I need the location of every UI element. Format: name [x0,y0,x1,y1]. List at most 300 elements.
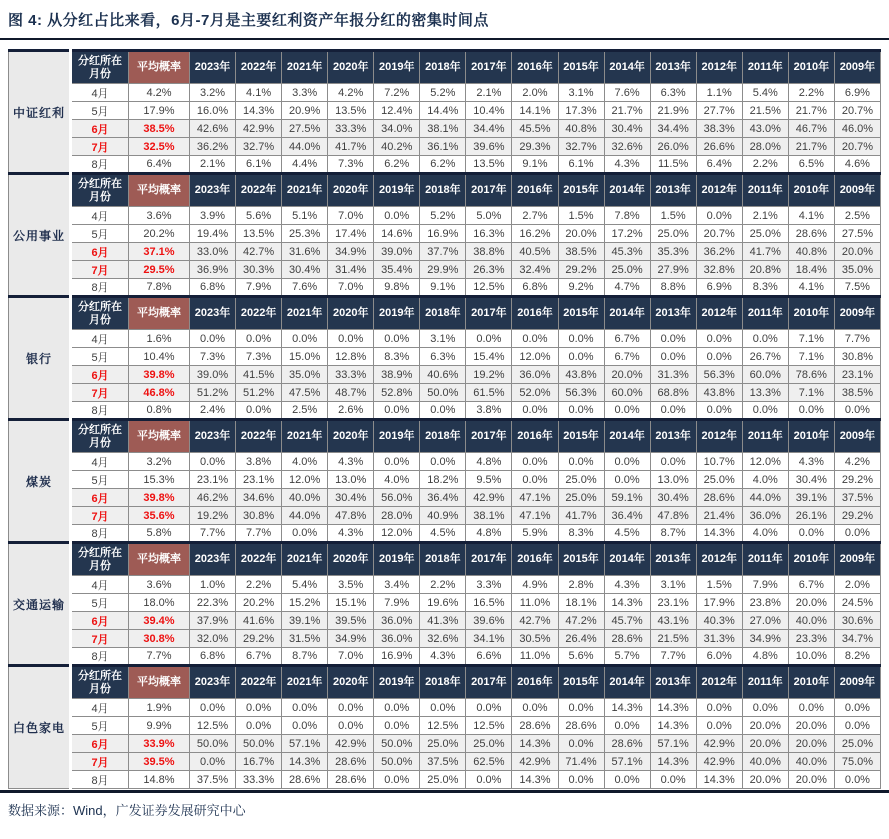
year-header-cell: 2017年 [466,174,512,207]
value-cell: 30.4% [650,489,696,507]
value-cell: 3.1% [558,84,604,102]
value-cell: 50.0% [374,735,420,753]
value-cell: 42.9% [466,489,512,507]
year-header-cell: 2015年 [558,174,604,207]
value-cell: 13.5% [466,156,512,174]
value-cell: 36.4% [420,489,466,507]
value-cell: 75.0% [834,753,880,771]
value-cell: 14.3% [696,525,742,543]
table-row [9,612,881,630]
value-cell: 8.3% [374,348,420,366]
value-cell: 32.4% [512,261,558,279]
value-cell: 29.3% [512,138,558,156]
table-row [9,279,881,297]
month-cell: 7月 [71,138,129,156]
value-cell: 19.2% [466,366,512,384]
avg-probability-cell: 39.5% [129,753,190,771]
table-row [9,348,881,366]
value-cell: 14.3% [604,594,650,612]
value-cell: 15.1% [328,594,374,612]
value-cell: 0.0% [742,699,788,717]
value-cell: 0.0% [282,525,328,543]
value-cell: 34.1% [466,630,512,648]
year-header-cell: 2009年 [834,420,880,453]
value-cell: 27.0% [742,612,788,630]
value-cell: 4.2% [328,84,374,102]
value-cell: 14.3% [604,699,650,717]
value-cell: 0.0% [420,699,466,717]
value-cell: 28.0% [742,138,788,156]
year-header-cell: 2010年 [788,543,834,576]
avg-probability-header: 平均概率 [129,174,190,207]
value-cell: 0.0% [466,771,512,789]
value-cell: 16.3% [466,225,512,243]
value-cell: 40.0% [788,612,834,630]
value-cell: 7.1% [788,330,834,348]
value-cell: 11.0% [512,648,558,666]
value-cell: 25.0% [420,735,466,753]
value-cell: 44.0% [282,507,328,525]
table-row [9,207,881,225]
value-cell: 2.1% [190,156,236,174]
value-cell: 40.5% [512,243,558,261]
year-header-cell: 2020年 [328,420,374,453]
value-cell: 40.0% [742,753,788,771]
value-cell: 0.0% [604,471,650,489]
year-header-cell: 2014年 [604,666,650,699]
year-header-cell: 2023年 [190,666,236,699]
sector-label: 公用事业 [9,174,71,297]
value-cell: 42.9% [696,735,742,753]
value-cell: 33.3% [328,120,374,138]
value-cell: 56.3% [696,366,742,384]
avg-probability-cell: 38.5% [129,120,190,138]
year-header-cell: 2014年 [604,543,650,576]
value-cell: 4.8% [466,453,512,471]
section-header-row [9,297,881,330]
value-cell: 0.0% [604,771,650,789]
year-header-cell: 2021年 [282,51,328,84]
value-cell: 43.0% [742,120,788,138]
year-header-cell: 2019年 [374,543,420,576]
year-header-cell: 2019年 [374,666,420,699]
month-cell: 7月 [71,261,129,279]
year-header-cell: 2009年 [834,543,880,576]
value-cell: 10.4% [466,102,512,120]
month-cell: 7月 [71,753,129,771]
value-cell: 0.0% [696,330,742,348]
value-cell: 34.4% [466,120,512,138]
value-cell: 12.5% [190,717,236,735]
value-cell: 22.3% [190,594,236,612]
value-cell: 51.2% [236,384,282,402]
value-cell: 51.2% [190,384,236,402]
value-cell: 6.2% [420,156,466,174]
value-cell: 7.0% [328,648,374,666]
value-cell: 5.2% [420,84,466,102]
value-cell: 6.3% [420,348,466,366]
value-cell: 12.0% [512,348,558,366]
value-cell: 21.7% [788,102,834,120]
value-cell: 20.0% [742,771,788,789]
year-header-cell: 2017年 [466,51,512,84]
value-cell: 8.3% [558,525,604,543]
value-cell: 31.5% [282,630,328,648]
value-cell: 4.9% [512,576,558,594]
value-cell: 41.3% [420,612,466,630]
year-header-cell: 2023年 [190,543,236,576]
value-cell: 12.0% [742,453,788,471]
section-header-row [9,174,881,207]
value-cell: 34.4% [650,120,696,138]
value-cell: 57.1% [650,735,696,753]
value-cell: 39.5% [328,612,374,630]
month-cell: 7月 [71,384,129,402]
value-cell: 40.9% [420,507,466,525]
value-cell: 39.6% [466,612,512,630]
value-cell: 42.9% [328,735,374,753]
value-cell: 4.3% [328,453,374,471]
value-cell: 25.0% [420,771,466,789]
value-cell: 7.1% [788,348,834,366]
value-cell: 8.7% [282,648,328,666]
value-cell: 28.6% [328,771,374,789]
year-header-cell: 2018年 [420,297,466,330]
value-cell: 18.4% [788,261,834,279]
section-header-row [9,420,881,453]
value-cell: 20.0% [788,735,834,753]
value-cell: 6.5% [788,156,834,174]
year-header-cell: 2012年 [696,543,742,576]
value-cell: 36.0% [512,366,558,384]
year-header-cell: 2021年 [282,297,328,330]
value-cell: 20.0% [604,366,650,384]
value-cell: 37.5% [420,753,466,771]
year-header-cell: 2018年 [420,420,466,453]
value-cell: 4.0% [742,471,788,489]
value-cell: 5.0% [466,207,512,225]
value-cell: 20.0% [558,225,604,243]
month-column-header: 分红所在月份 [71,666,129,699]
year-header-cell: 2012年 [696,51,742,84]
month-column-header: 分红所在月份 [71,420,129,453]
value-cell: 39.0% [374,243,420,261]
avg-probability-cell: 32.5% [129,138,190,156]
value-cell: 32.0% [190,630,236,648]
value-cell: 7.9% [236,279,282,297]
year-header-cell: 2022年 [236,420,282,453]
value-cell: 12.5% [420,717,466,735]
value-cell: 0.0% [374,207,420,225]
month-cell: 6月 [71,489,129,507]
value-cell: 0.0% [374,402,420,420]
value-cell: 23.1% [834,366,880,384]
value-cell: 4.8% [742,648,788,666]
value-cell: 7.1% [788,384,834,402]
year-header-cell: 2015年 [558,420,604,453]
value-cell: 23.1% [650,594,696,612]
table-row [9,156,881,174]
value-cell: 18.1% [558,594,604,612]
year-header-cell: 2017年 [466,420,512,453]
year-header-cell: 2017年 [466,297,512,330]
value-cell: 14.3% [282,753,328,771]
value-cell: 3.1% [420,330,466,348]
value-cell: 4.1% [788,279,834,297]
value-cell: 28.6% [604,735,650,753]
table-row [9,84,881,102]
value-cell: 0.0% [650,453,696,471]
month-cell: 4月 [71,84,129,102]
month-cell: 7月 [71,507,129,525]
value-cell: 40.2% [374,138,420,156]
value-cell: 31.3% [650,366,696,384]
value-cell: 36.9% [190,261,236,279]
value-cell: 41.5% [236,366,282,384]
value-cell: 3.8% [236,453,282,471]
value-cell: 5.6% [558,648,604,666]
value-cell: 33.0% [190,243,236,261]
year-header-cell: 2022年 [236,174,282,207]
value-cell: 2.5% [834,207,880,225]
value-cell: 56.0% [374,489,420,507]
value-cell: 14.1% [512,102,558,120]
value-cell: 4.3% [420,648,466,666]
year-header-cell: 2011年 [742,543,788,576]
value-cell: 30.4% [604,120,650,138]
value-cell: 0.0% [236,402,282,420]
value-cell: 25.3% [282,225,328,243]
value-cell: 14.3% [236,102,282,120]
value-cell: 1.5% [696,576,742,594]
year-header-cell: 2018年 [420,666,466,699]
value-cell: 52.0% [512,384,558,402]
value-cell: 26.4% [558,630,604,648]
value-cell: 2.8% [558,576,604,594]
value-cell: 0.0% [558,402,604,420]
year-header-cell: 2019年 [374,420,420,453]
value-cell: 32.7% [558,138,604,156]
value-cell: 23.1% [236,471,282,489]
table-row [9,576,881,594]
value-cell: 8.2% [834,648,880,666]
section-header-row [9,543,881,576]
value-cell: 4.5% [420,525,466,543]
table-row [9,120,881,138]
value-cell: 0.0% [650,402,696,420]
value-cell: 7.0% [328,207,374,225]
value-cell: 3.5% [328,576,374,594]
value-cell: 7.9% [374,594,420,612]
value-cell: 0.0% [512,699,558,717]
month-column-header: 分红所在月份 [71,174,129,207]
value-cell: 50.0% [190,735,236,753]
value-cell: 4.3% [788,453,834,471]
month-cell: 4月 [71,699,129,717]
value-cell: 17.2% [604,225,650,243]
avg-probability-cell: 15.3% [129,471,190,489]
value-cell: 33.3% [328,366,374,384]
value-cell: 2.0% [834,576,880,594]
value-cell: 47.8% [650,507,696,525]
value-cell: 10.0% [788,648,834,666]
value-cell: 34.9% [328,243,374,261]
value-cell: 38.8% [466,243,512,261]
month-cell: 6月 [71,366,129,384]
table-wrapper [0,40,889,789]
value-cell: 6.8% [512,279,558,297]
value-cell: 19.2% [190,507,236,525]
value-cell: 28.6% [696,489,742,507]
value-cell: 1.5% [650,207,696,225]
value-cell: 21.9% [650,102,696,120]
value-cell: 37.5% [190,771,236,789]
value-cell: 27.5% [834,225,880,243]
value-cell: 39.6% [466,138,512,156]
value-cell: 23.1% [190,471,236,489]
table-row [9,243,881,261]
value-cell: 9.1% [420,279,466,297]
value-cell: 7.3% [190,348,236,366]
value-cell: 26.0% [650,138,696,156]
table-row [9,225,881,243]
value-cell: 7.6% [604,84,650,102]
value-cell: 21.5% [650,630,696,648]
figure-title: 图 4: 从分红占比来看，6月-7月是主要红利资产年报分红的密集时间点 [8,12,489,29]
value-cell: 4.0% [742,525,788,543]
value-cell: 0.0% [650,330,696,348]
table-row [9,753,881,771]
value-cell: 52.8% [374,384,420,402]
value-cell: 12.0% [282,471,328,489]
table-row [9,630,881,648]
value-cell: 20.0% [742,717,788,735]
value-cell: 7.7% [190,525,236,543]
value-cell: 0.0% [558,330,604,348]
month-column-header: 分红所在月份 [71,51,129,84]
table-row [9,771,881,789]
value-cell: 3.4% [374,576,420,594]
value-cell: 18.2% [420,471,466,489]
value-cell: 28.6% [558,717,604,735]
avg-probability-cell: 20.2% [129,225,190,243]
value-cell: 13.5% [328,102,374,120]
value-cell: 0.0% [696,699,742,717]
year-header-cell: 2009年 [834,51,880,84]
value-cell: 2.2% [420,576,466,594]
value-cell: 0.0% [650,771,696,789]
year-header-cell: 2014年 [604,297,650,330]
value-cell: 34.0% [374,120,420,138]
value-cell: 34.9% [742,630,788,648]
year-header-cell: 2022年 [236,51,282,84]
value-cell: 4.6% [834,156,880,174]
value-cell: 25.0% [742,225,788,243]
value-cell: 36.4% [604,507,650,525]
value-cell: 41.6% [236,612,282,630]
year-header-cell: 2010年 [788,297,834,330]
year-header-cell: 2015年 [558,51,604,84]
value-cell: 0.0% [696,207,742,225]
value-cell: 46.2% [190,489,236,507]
value-cell: 6.2% [374,156,420,174]
year-header-cell: 2023年 [190,420,236,453]
value-cell: 16.9% [420,225,466,243]
value-cell: 41.7% [742,243,788,261]
year-header-cell: 2010年 [788,51,834,84]
value-cell: 9.8% [374,279,420,297]
value-cell: 30.5% [512,630,558,648]
value-cell: 34.7% [834,630,880,648]
value-cell: 42.9% [512,753,558,771]
value-cell: 68.8% [650,384,696,402]
value-cell: 36.0% [374,612,420,630]
year-header-cell: 2021年 [282,543,328,576]
value-cell: 14.4% [420,102,466,120]
value-cell: 15.0% [282,348,328,366]
value-cell: 14.3% [696,771,742,789]
value-cell: 0.0% [420,453,466,471]
sector-label: 中证红利 [9,51,71,174]
year-header-cell: 2016年 [512,174,558,207]
value-cell: 0.0% [788,402,834,420]
value-cell: 43.1% [650,612,696,630]
value-cell: 7.7% [834,330,880,348]
year-header-cell: 2020年 [328,174,374,207]
month-cell: 4月 [71,576,129,594]
month-cell: 4月 [71,207,129,225]
value-cell: 42.9% [236,120,282,138]
value-cell: 15.2% [282,594,328,612]
value-cell: 0.0% [558,453,604,471]
avg-probability-cell: 14.8% [129,771,190,789]
value-cell: 4.0% [374,471,420,489]
month-cell: 5月 [71,717,129,735]
value-cell: 4.4% [282,156,328,174]
month-cell: 8月 [71,771,129,789]
year-header-cell: 2011年 [742,297,788,330]
value-cell: 0.0% [374,330,420,348]
value-cell: 0.0% [236,699,282,717]
year-header-cell: 2019年 [374,297,420,330]
value-cell: 32.7% [236,138,282,156]
value-cell: 31.6% [282,243,328,261]
value-cell: 0.0% [282,330,328,348]
year-header-cell: 2012年 [696,174,742,207]
avg-probability-cell: 7.8% [129,279,190,297]
value-cell: 24.5% [834,594,880,612]
value-cell: 46.7% [788,120,834,138]
year-header-cell: 2010年 [788,174,834,207]
year-header-cell: 2013年 [650,297,696,330]
value-cell: 78.6% [788,366,834,384]
month-cell: 8月 [71,648,129,666]
value-cell: 42.7% [236,243,282,261]
value-cell: 6.6% [466,648,512,666]
value-cell: 45.3% [604,243,650,261]
avg-probability-cell: 6.4% [129,156,190,174]
year-header-cell: 2010年 [788,666,834,699]
value-cell: 28.6% [604,630,650,648]
value-cell: 11.0% [512,594,558,612]
value-cell: 8.3% [742,279,788,297]
avg-probability-header: 平均概率 [129,51,190,84]
value-cell: 5.2% [420,207,466,225]
section-header-row [9,51,881,84]
value-cell: 7.7% [236,525,282,543]
value-cell: 20.8% [742,261,788,279]
value-cell: 0.0% [558,699,604,717]
